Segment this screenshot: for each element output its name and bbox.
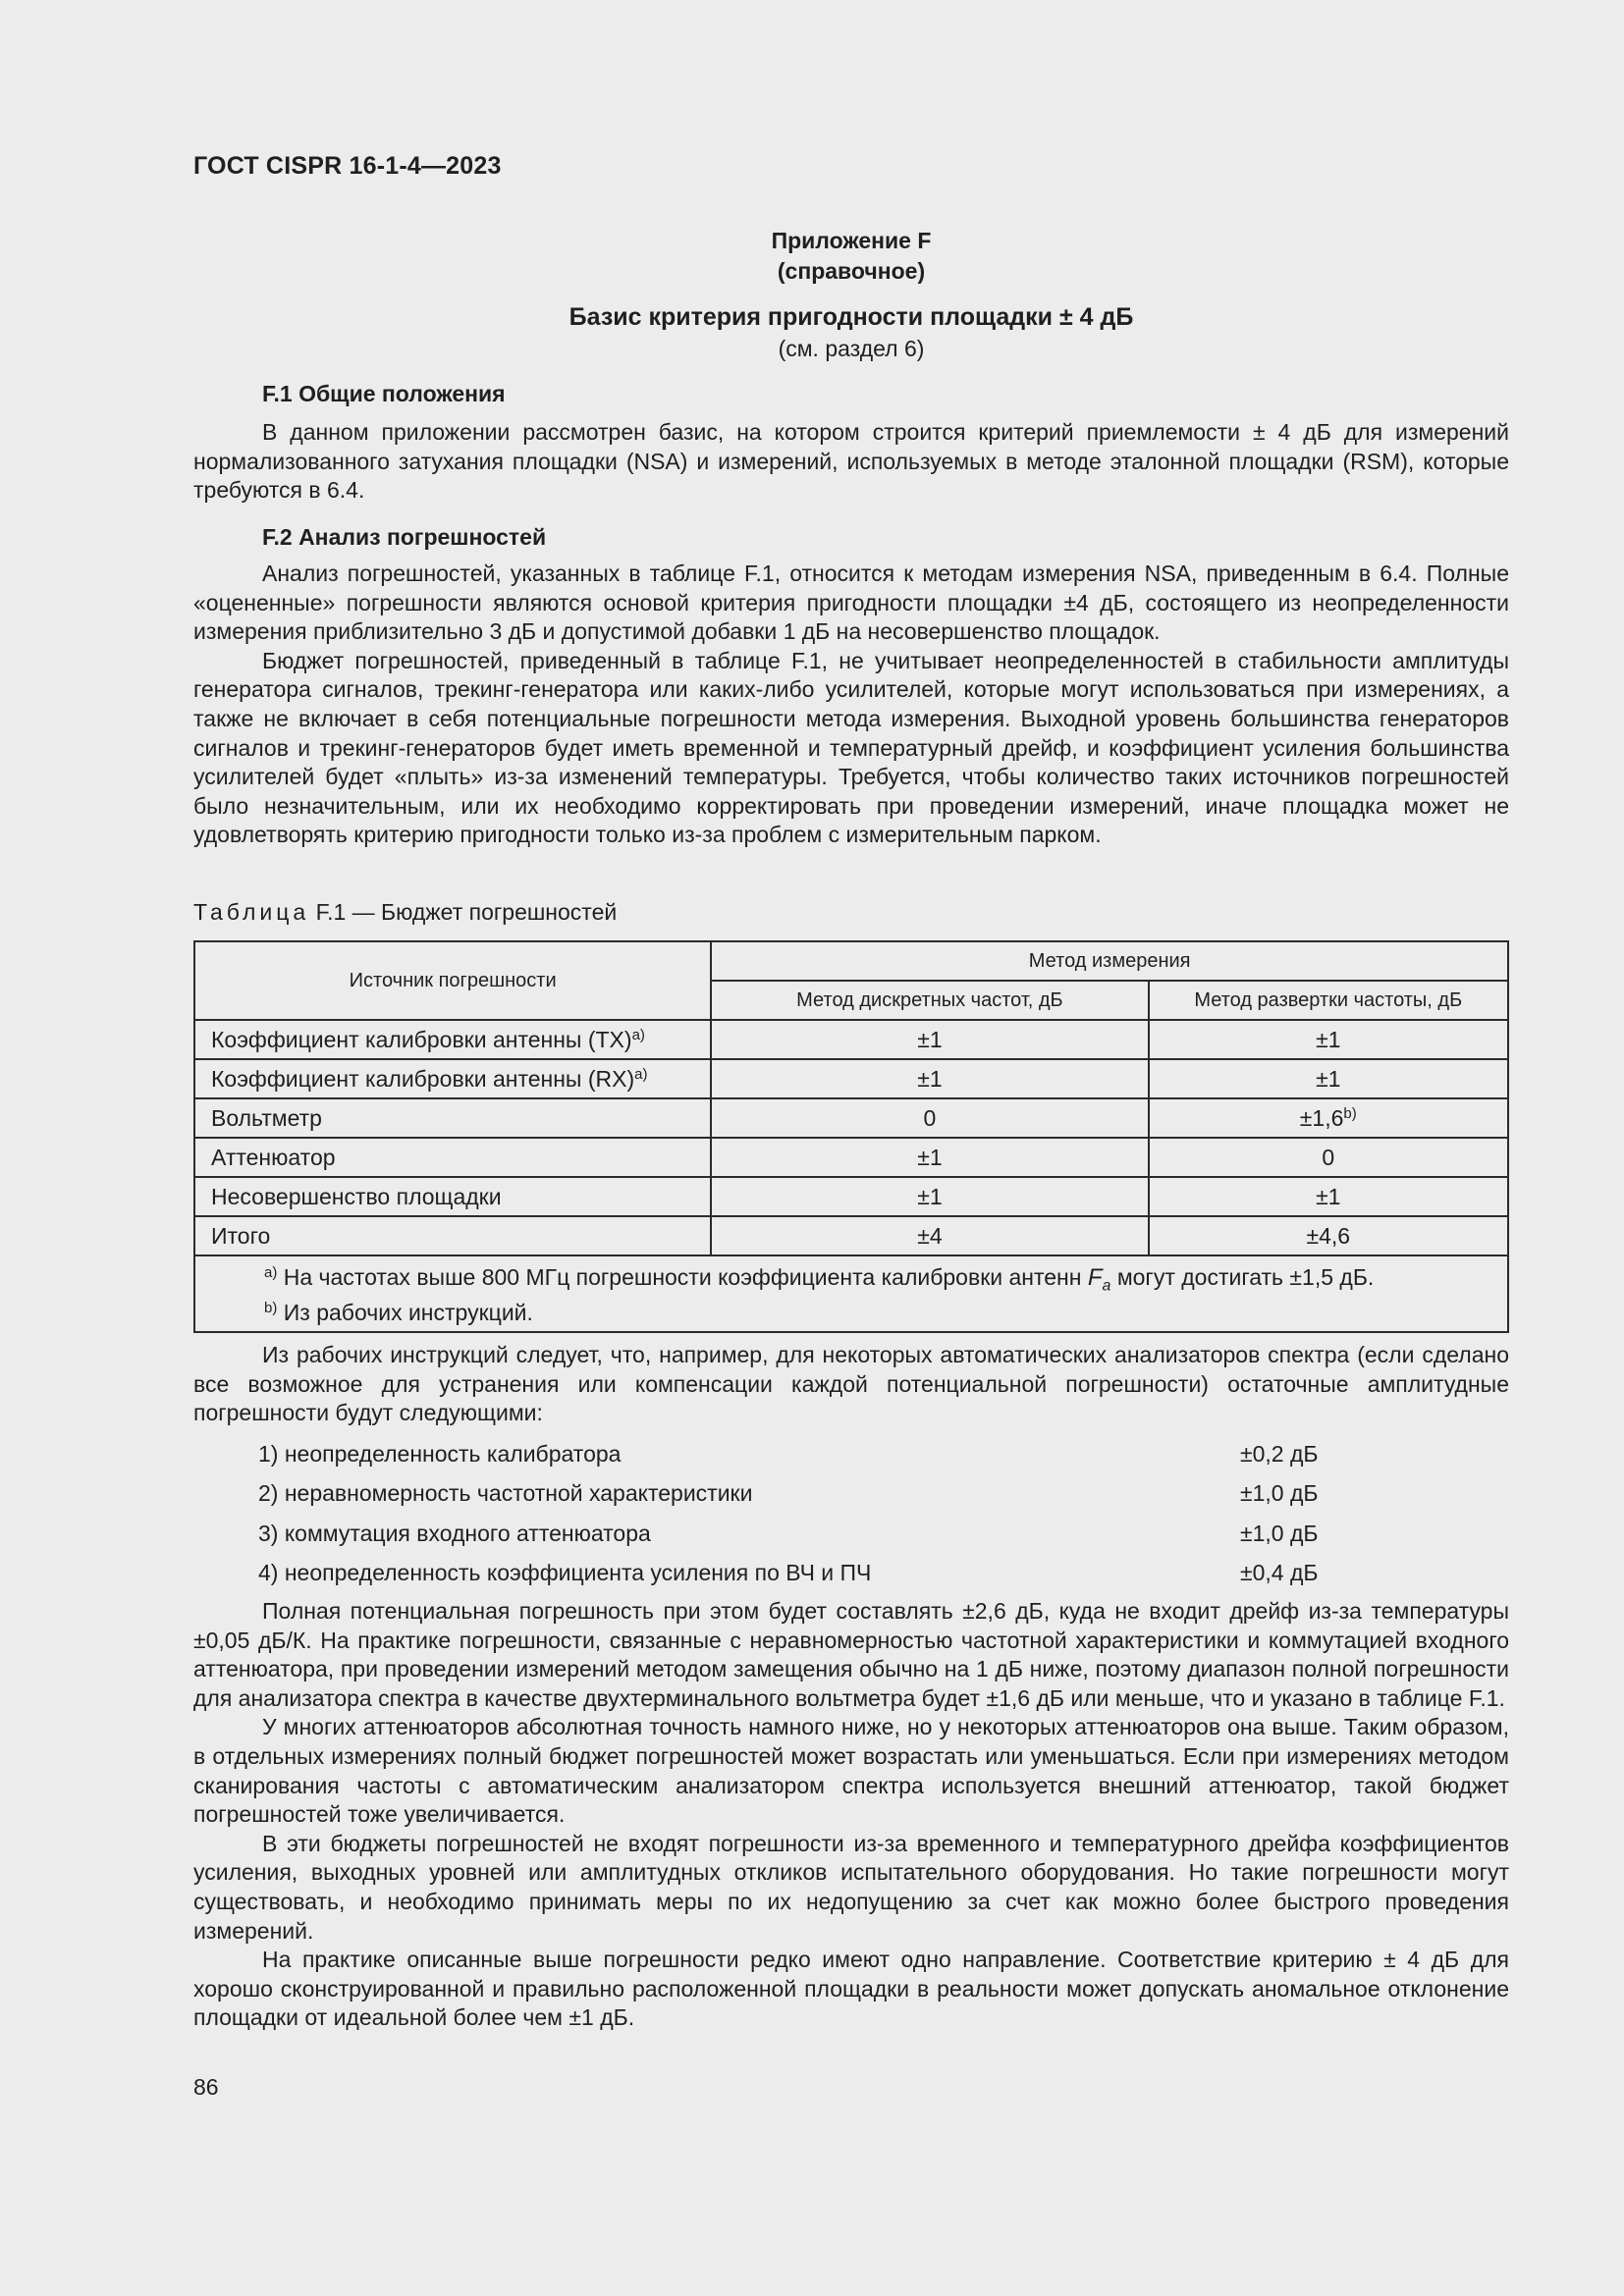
annex-title-block [193, 226, 1509, 287]
section-f2-title: F.2 Анализ погрешностей [262, 524, 547, 550]
source-cell: Вольтметр [194, 1098, 711, 1138]
table-caption-prefix: Таблица [193, 899, 310, 925]
after-table-intro [193, 1341, 1509, 1428]
list-item: 4) неопределенность коэффициента усиления по ВЧ и ПЧ ±0,4 дБ [258, 1560, 1319, 1585]
page-number: 86 [193, 2074, 219, 2100]
sweep-cell: ±1 [1149, 1059, 1508, 1098]
sweep-cell: ±4,6 [1149, 1216, 1508, 1255]
discrete-cell: ±1 [711, 1138, 1148, 1177]
footnote-ref: a) [631, 1026, 645, 1043]
table-row [194, 1059, 1508, 1098]
source-cell: Несовершенство площадки [194, 1177, 711, 1216]
uncertainty-budget-table [193, 940, 1509, 1333]
annex-heading: Базис критерия пригодности площадки ± 4 дБ [568, 303, 1134, 331]
table-row [194, 1177, 1508, 1216]
table-footnotes-row [194, 1255, 1508, 1332]
sweep-cell: $\pm 1,6^{b)}$ [1149, 1098, 1508, 1138]
discrete-cell: ±1 [711, 1177, 1148, 1216]
column-header-discrete: Метод дискретных частот, дБ [711, 981, 1148, 1020]
annex-type: (справочное) [777, 258, 926, 284]
annex-reference: (см. раздел 6) [778, 336, 925, 361]
section-f2-body [193, 560, 1509, 850]
list-item: 3) коммутация входного аттенюатора ±1,0 дБ [258, 1521, 1319, 1546]
paragraph: На практике описанные выше погрешности редко имеют одно направление. Соответствие критерию ± 4 дБ для хорошо сконструированной и правильно расположенной площадки в реальности может допускать аномальное отклонение площадки от идеальной более чем ±1 дБ. [193, 1947, 1509, 2031]
source-cell: Коэффициент калибровки антенны (TX)$^{a)}$ [194, 1020, 711, 1059]
table-row-total [194, 1216, 1508, 1255]
paragraph: Из рабочих инструкций следует, что, например, для некоторых автоматических анализаторов спектра (если сделано все возможное для устранения или компенсации каждой потенциальной погрешности) остаточные амплитудные погрешности будут следующими: [193, 1342, 1509, 1426]
table-caption [193, 899, 617, 926]
source-cell: Аттенюатор [194, 1138, 711, 1177]
discrete-cell: ±4 [711, 1216, 1148, 1255]
source-cell: Итого [194, 1216, 711, 1255]
column-header-sweep: Метод развертки частоты, дБ [1149, 981, 1508, 1020]
footnote-ref: b) [1343, 1104, 1357, 1122]
table-header-row [194, 941, 1508, 981]
paragraph: В данном приложении рассмотрен базис, на котором строится критерий приемлемости ± 4 дБ для измерений нормализованного затухания площадки (NSA) и измерений, используемых в методе эталонной площадки (RSM), которые требуются в 6.4. [193, 419, 1509, 504]
list-item: 2) неравномерность частотной характеристики ±1,0 дБ [258, 1480, 1319, 1506]
paragraph: Полная потенциальная погрешность при этом будет составлять ±2,6 дБ, куда не входит дрейф из-за температуры ±0,05 дБ/К. На практике погрешности, связанные с неравномерностью частотной характеристики и коммутацией входного аттенюатора, при проведении измерений методом замещения обычно на 1 дБ ниже, поэтому диапазон полной погрешности для анализатора спектра в качестве двухтерминального вольтметра будет ±1,6 дБ или меньше, что и указано в таблице F.1. [193, 1598, 1509, 1711]
table-row [194, 1138, 1508, 1177]
table-row [194, 1020, 1508, 1059]
section-f1-title: F.1 Общие положения [262, 381, 506, 406]
table-caption-text: F.1 — Бюджет погрешностей [315, 899, 618, 925]
sweep-cell: ±1 [1149, 1177, 1508, 1216]
sweep-cell: 0 [1149, 1138, 1508, 1177]
annex-title: Приложение F [771, 228, 932, 253]
table-row [194, 1098, 1508, 1138]
discrete-cell: ±1 [711, 1020, 1148, 1059]
document-header: ГОСТ CISPR 16-1-4—2023 [193, 152, 502, 180]
column-header-method: Метод измерения [711, 941, 1508, 981]
paragraph: У многих аттенюаторов абсолютная точность намного ниже, но у некоторых аттенюаторов она выше. Таким образом, в отдельных измерениях полный бюджет погрешностей может возрастать или уменьшаться. Если при измерениях методом сканирования частоты с автоматическим анализатором спектра используется внешний аттенюатор, такой бюджет погрешностей тоже увеличивается. [193, 1714, 1509, 1828]
sweep-cell: ±1 [1149, 1020, 1508, 1059]
footnote-a: $^{a)}$ На частотах выше 800 МГц погрешности коэффициента калибровки антенн $F_a$ могут достигать ±1,5 дБ. [264, 1264, 1375, 1295]
section-f1-body [193, 418, 1509, 506]
paragraph: Бюджет погрешностей, приведенный в таблице F.1, не учитывает неопределенностей в стабильности амплитуды генератора сигналов, трекинг-генератора или каких-либо усилителей, которые могут использоваться при измерениях, а также не включает в себя потенциальные погрешности метода измерения. Выходной уровень большинства генераторов сигналов и трекинг-генераторов будет иметь временной и температурный дрейф, и коэффициент усиления большинства усилителей будет «плыть» из-за изменений температуры. Требуется, чтобы количество таких источников погрешностей было незначительным, или их необходимо корректировать при проведении измерений, иначе площадка может не удовлетворять критерию пригодности только из-за проблем с измерительным парком. [193, 647, 1509, 848]
discrete-cell: 0 [711, 1098, 1148, 1138]
footnote-b: $^{b)}$ Из рабочих инструкций. [264, 1299, 533, 1325]
column-header-source: Источник погрешности [194, 941, 711, 1020]
list-item: 1) неопределенность калибратора ±0,2 дБ [258, 1441, 1319, 1467]
paragraph: В эти бюджеты погрешностей не входят погрешности из-за временного и температурного дрейфа коэффициентов усиления, выходных уровней или амплитудных откликов испытательного оборудования. Но такие погрешности могут существовать, и необходимо принимать меры по их недопущению за счет как можно более быстрого проведения измерений. [193, 1830, 1509, 1944]
after-list-body [193, 1597, 1509, 2033]
table-footnotes [194, 1255, 1508, 1332]
paragraph: Анализ погрешностей, указанных в таблице F.1, относится к методам измерения NSA, приведенным в 6.4. Полные «оцененные» погрешности являются основой критерия пригодности площадки ±4 дБ, состоящего из неопределенности измерения приблизительно 3 дБ и допустимой добавки 1 дБ на несовершенство площадок. [193, 561, 1509, 645]
discrete-cell: ±1 [711, 1059, 1148, 1098]
source-cell: Коэффициент калибровки антенны (RX)$^{a)}$ [194, 1059, 711, 1098]
footnote-ref: a) [634, 1065, 648, 1083]
